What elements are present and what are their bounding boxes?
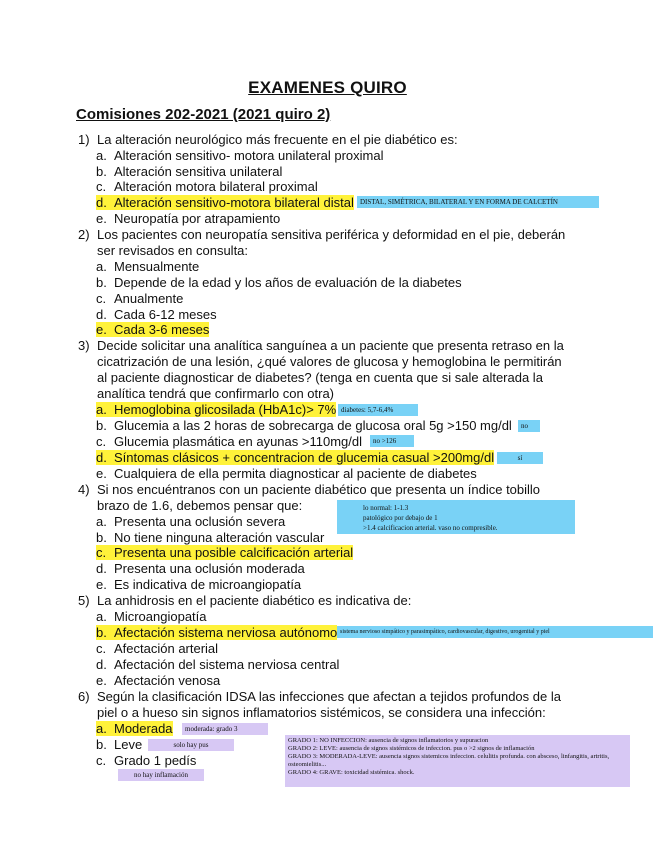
option-3b: b. Glucemia a las 2 horas de sobrecarga de glucosa oral 5g >150 mg/dl	[96, 418, 512, 433]
note-q4-patologico: patológico por debajo de 1	[363, 514, 438, 522]
option-4a: a. Presenta una oclusión severa	[96, 514, 286, 529]
option-5e: e. Afectación venosa	[96, 673, 221, 688]
question-number: 2)	[78, 227, 90, 242]
document-title: EXAMENES QUIRO	[248, 78, 407, 97]
option-6a-answer: a. Moderada	[96, 721, 173, 736]
option-5c: c. Afectación arterial	[96, 641, 219, 656]
option-4b: b. No tiene ninguna alteración vascular	[96, 530, 325, 545]
option-4d: d. Presenta una oclusión moderada	[96, 561, 305, 576]
note-q6-grados	[285, 735, 630, 787]
option-6b: b. Leve	[96, 737, 143, 752]
option-5d: d. Afectación del sistema nerviosa central	[96, 657, 340, 672]
option-3c: c. Glucemia plasmática en ayunas >110mg/dl	[96, 434, 362, 449]
question-text: Decide solicitar una analítica sanguínea a un paciente que presenta retraso en la cicatrización de una lesión, ¿qué valores de glucosa y hemoglobina le permitirán al paciente diagnosticar de diabetes? (tenga en cuenta que si sale alterada la analítica tendrá que confirmarlo con otra)	[97, 338, 564, 401]
option-6c: c. Grado 1 pedís	[96, 753, 197, 768]
note-q4-calcificacion: >1.4 calcificacion arterial. vaso no compresible.	[363, 524, 498, 532]
option-2e-answer: e. Cada 3-6 meses	[96, 322, 210, 337]
question-text: La anhidrosis en el paciente diabético es indicativa de:	[97, 593, 412, 608]
question-number: 3)	[78, 338, 90, 353]
option-3a-answer: a. Hemoglobina glicosilada (HbA1c)> 7%	[96, 402, 337, 417]
option-3e: e. Cualquiera de ella permita diagnosticar al paciente de diabetes	[96, 466, 477, 481]
option-2d: d. Cada 6-12 meses	[96, 307, 217, 322]
option-1a: a. Alteración sensitivo- motora unilateral proximal	[96, 148, 384, 163]
question-number: 1)	[78, 132, 90, 147]
question-number: 5)	[78, 593, 90, 608]
note-q4-normal: lo normal: 1-1.3	[363, 504, 409, 512]
option-2c: c. Anualmente	[96, 291, 184, 306]
note-q6-leve: solo hay pus	[148, 739, 234, 751]
note-q5-snp: sistema nervioso simpático y parasimpático, cardiovascular, digestivo, urogenital y piel	[337, 626, 653, 638]
question-text: Si nos encuéntranos con un paciente diabético que presenta un índice tobillo brazo de 1.6, debemos pensar que:	[97, 482, 541, 513]
note-q4-itb	[337, 500, 575, 534]
option-3d-answer: d. Síntomas clásicos + concentracion de glucemia casual >200mg/dl	[96, 450, 495, 465]
note-grado-2: GRADO 2: LEVE: ausencia de signos sistémicos de infeccion. pus o >2 signos de inflamación	[288, 745, 535, 752]
document-subtitle: Comisiones 202-2021 (2021 quiro 2)	[76, 106, 331, 123]
question-6	[78, 689, 578, 721]
option-1d-answer: d. Alteración sensitivo-motora bilateral distal	[96, 195, 354, 210]
note-q6-moderada: moderada: grado 3	[182, 723, 268, 735]
option-2a: a. Mensualmente	[96, 259, 200, 274]
question-text: La alteración neurológico más frecuente en el pie diabético es:	[97, 132, 458, 147]
question-3	[78, 338, 578, 402]
note-q6-grado1: no hay inflamación	[118, 769, 204, 781]
option-4c-answer: c. Presenta una posible calcificación arterial	[96, 545, 354, 560]
note-q3-gt126: no >126	[370, 435, 414, 447]
option-1c: c. Alteración motora bilateral proximal	[96, 179, 318, 194]
note-q3-hba1c: diabetes: 5,7-6,4%	[338, 404, 418, 416]
note-grado-3: GRADO 3: MODERADA-LEVE: ausencia signos sistemicos infeccion. celulitis profunda. con absceso, linfangitis, artritis, osteomielitis...	[288, 753, 610, 768]
option-2b: b. Depende de la edad y los años de evaluación de la diabetes	[96, 275, 462, 290]
option-4e: e. Es indicativa de microangiopatía	[96, 577, 302, 592]
note-grado-1: GRADO 1: NO INFECCION: ausencia de signos inflamatorios y supuracion	[288, 737, 489, 744]
question-number: 4)	[78, 482, 90, 497]
note-q3-no: no	[518, 420, 540, 432]
option-1e: e. Neuropatía por atrapamiento	[96, 211, 281, 226]
question-text: Según la clasificación IDSA las infecciones que afectan a tejidos profundos de la piel o a hueso sin signos inflamatorios sistémicos, se considera una infección:	[97, 689, 561, 720]
option-5a: a. Microangiopatía	[96, 609, 207, 624]
note-grado-4: GRADO 4: GRAVE: toxicidad sistémica. shock.	[288, 769, 415, 776]
question-text: Los pacientes con neuropatía sensitiva periférica y deformidad en el pie, deberán ser revisados en consulta:	[97, 227, 566, 258]
question-2	[78, 227, 578, 259]
note-q1-distal: DISTAL, SIMÉTRICA, BILATERAL Y EN FORMA DE CALCETÍN	[357, 196, 599, 208]
option-1b: b. Alteración sensitiva unilateral	[96, 164, 283, 179]
question-number: 6)	[78, 689, 90, 704]
note-q3-si: sí	[497, 452, 543, 464]
option-5b-answer: b. Afectación sistema nerviosa autónomo	[96, 625, 338, 640]
